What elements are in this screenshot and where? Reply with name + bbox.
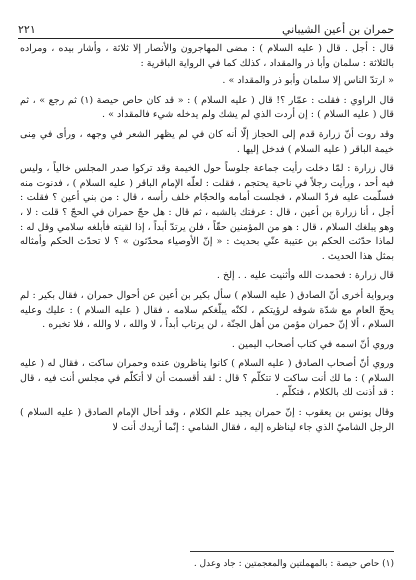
- page-number: ٢٢١: [18, 23, 36, 36]
- paragraph: قال : أجل . قال ( عليه السلام ) : مضى المهاجرون والأنصار إلا ثلاثة ، وأشار بيده ، ومراده بالثلاثة : سلمان وأبا ذر والمقداد ، كذلك كما في الرواية الباقرية :: [20, 43, 394, 69]
- paragraph: وروي أنّ اسمه في كتاب أصحاب اليمين .: [231, 338, 394, 350]
- paragraph: « ارتدّ الناس إلا سلمان وأبو ذر والمقداد » .: [222, 75, 394, 87]
- footnote: (١) حاص حيصة : بالمهملتين والمعجمتين : جاد وعدل .: [193, 559, 394, 569]
- running-title: حمران بن أعين الشيباني: [281, 23, 394, 36]
- page-body: [20, 42, 394, 540]
- page-header: [18, 14, 394, 39]
- paragraph: قال الراوي : فقلت : عمّار ؟! قال ( عليه السلام ) : « قد كان حاص حيصة (١) ثم رجع » ، ثم قال ( عليه السلام ) : إن أردت الذي لم يشك ولم يدخله شيء فالمقداد » .: [20, 94, 394, 121]
- paragraph: وروي أنّ أصحاب الصادق ( عليه السلام ) كانوا يناظرون عنده وحمران ساكت ، فقال له ( عليه السلام ) : ما لك أنت ساكت لا تتكلّم ؟ قال : لقد أقسمت أن لا أتكلّم في مجلس أنت فيه ، قال : قد أذنت لك بالكلام ، فتكلّم .: [20, 358, 394, 399]
- paragraph: قال زرارة : فحمدت الله وأثنيت عليه . . إلخ .: [216, 270, 394, 282]
- paragraph: وقد روت أنّ زرارة قدم إلى الحجاز إلّا أنه كان في لم يظهر الشعر في وجهه ، ورأى في مِنى خيمة الباقر ( عليه السلام ) فدخل إليها .: [20, 128, 394, 155]
- paragraph: وبرواية أخرى أنّ الصادق ( عليه السلام ) سأل بكير بن أعين عن أحوال حمران ، فقال بكير : لم يحجّ العام مع شدّة شوقه لرؤيتكم ، لكنّه يبلّغكم سلامه ، فقال ( عليه السلام ) : عليك وعليه السلام ، ألا إنّ حمران مؤمن من أهل الجنّة ، لن يرتاب أبداً ، لا والله ، لا والله ، فلا تخبره .: [20, 289, 394, 331]
- paragraph: وقال يونس بن يعقوب : إنّ حمران يجيد علم الكلام ، وقد أحال الإمام الصادق ( عليه السلام ) الرجل الشاميّ الذي جاء ليناظره إليه ، فقال الشامي : إنّما أريدك أنت لا: [20, 407, 394, 433]
- paragraph: قال زرارة : لمّا دخلت رأيت جماعة جلوساً حول الخيمة وقد تركوا صدر المجلس خالياً ، وليس فيه أحد ، ورأيت رجلاً في ناحية يحتجم ، فقلت : لعلّه الإمام الباقر ( عليه السلام ) ، فدنوت منه فسلّمت عليه فردّ السلام ، فجلست أمامه والحجّام خلف رأسه ، قال : من بني أعين ؟ فقلت : أجل ، أنا زرارة بن أعين ، قال : عرفتك بالشبه ، ثم قال : هل حجّ حمران في الحجّ ؟ قلت : لا ، وهو يبلغك السلام ، قال : هو من المؤمنين حقّاً ، فلن يرتدّ أبداً ، إذا لقيته فأبلغه سلامي وقل له : لماذا حدّثت الحكم بن عتيبة عنّي بحديث : « إنّ الأوصياء محدّثون » ؟ لا تحدّث الحكم وأمثاله بمثل هذا الحديث .: [20, 163, 394, 262]
- footnote-divider: [190, 551, 394, 552]
